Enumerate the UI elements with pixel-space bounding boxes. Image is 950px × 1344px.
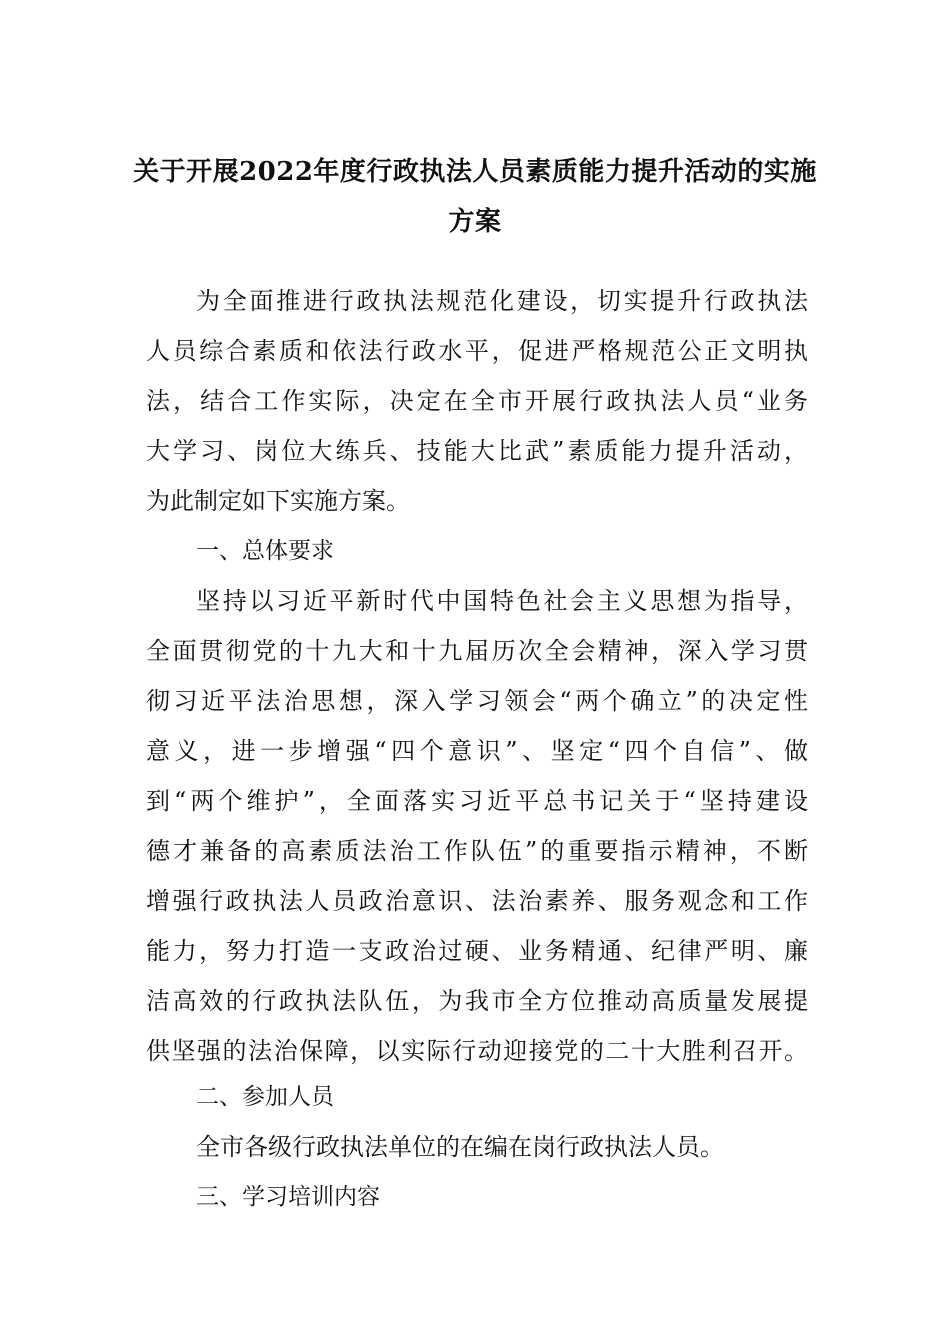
section-2-line: 全市各级行政执法单位的在编在岗行政执法人员。 xyxy=(196,1133,724,1161)
section-1-line: 德才兼备的高素质法治工作队伍”的重要指示精神，不断 xyxy=(146,837,808,865)
section-1-line: 供坚强的法治保障，以实际行动迎接党的二十大胜利召开。 xyxy=(146,1037,808,1065)
section-1-line: 意义，进一步增强“四个意识”、坚定“四个自信”、做 xyxy=(146,737,808,765)
intro-line: 为此制定如下实施方案。 xyxy=(146,487,410,515)
document-title-line-1: 关于开展2022年度行政执法人员素质能力提升活动的实施 xyxy=(133,157,817,187)
section-1-line: 能力，努力打造一支政治过硬、业务精通、纪律严明、廉 xyxy=(146,937,808,965)
section-1-line: 到“两个维护”，全面落实习近平总书记关于“坚持建设 xyxy=(146,787,808,815)
document-title-line-2: 方案 xyxy=(448,207,502,237)
section-3-heading: 三、学习培训内容 xyxy=(196,1184,380,1210)
section-1-heading: 一、总体要求 xyxy=(196,538,334,564)
intro-line: 法，结合工作实际，决定在全市开展行政执法人员“业务 xyxy=(146,387,808,415)
intro-line: 为全面推进行政执法规范化建设，切实提升行政执法 xyxy=(196,287,808,315)
intro-line: 大学习、岗位大练兵、技能大比武”素质能力提升活动， xyxy=(146,437,808,465)
section-2-heading: 二、参加人员 xyxy=(196,1084,334,1110)
section-1-line: 增强行政执法人员政治意识、法治素养、服务观念和工作 xyxy=(146,887,808,915)
section-1-line: 彻习近平法治思想，深入学习领会“两个确立”的决定性 xyxy=(146,687,808,715)
intro-line: 人员综合素质和依法行政水平，促进严格规范公正文明执 xyxy=(146,337,808,365)
section-1-line: 全面贯彻党的十九大和十九届历次全会精神，深入学习贯 xyxy=(146,637,808,665)
section-1-line: 坚持以习近平新时代中国特色社会主义思想为指导， xyxy=(196,587,808,615)
section-1-line: 洁高效的行政执法队伍，为我市全方位推动高质量发展提 xyxy=(146,987,808,1015)
